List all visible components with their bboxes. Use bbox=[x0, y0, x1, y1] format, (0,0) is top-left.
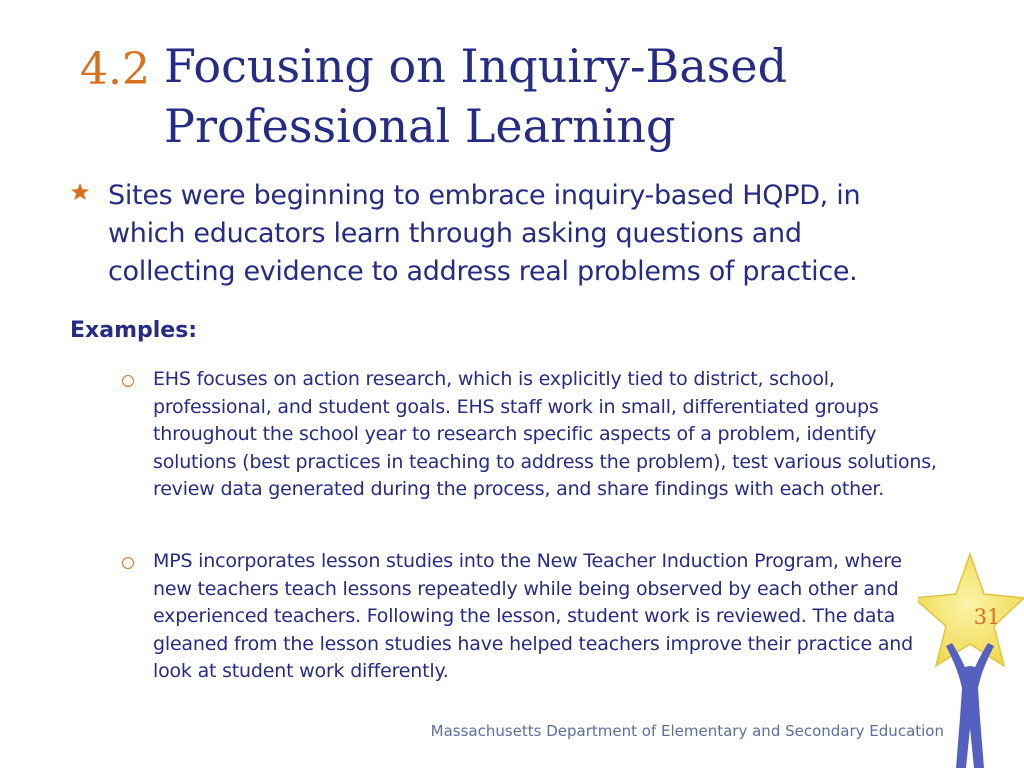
footer-text: Massachusetts Department of Elementary and Secondary Education bbox=[430, 722, 944, 740]
slide-title: Focusing on Inquiry-Based Professional Learning bbox=[164, 39, 788, 153]
star-bullet-icon bbox=[70, 182, 90, 202]
examples-heading: Examples: bbox=[70, 318, 198, 343]
section-number: 4.2 bbox=[80, 44, 150, 95]
star-mascot-icon bbox=[918, 548, 1024, 768]
example-item-ehs: EHS focuses on action research, which is explicitly tied to district, school, professional, and student goals. EHS staff work in small, differentiated groups throughout the school year to research specific aspects of a problem, identify solutions (best practices in teaching to address the problem), test various solutions, review data generated during the process, and share findings with each other. bbox=[153, 368, 937, 500]
main-bullet-text: Sites were beginning to embrace inquiry-based HQPD, in which educators learn through asking questions and collecting evidence to address real problems of practice. bbox=[108, 180, 861, 287]
circle-bullet-icon bbox=[122, 375, 134, 387]
example-item-mps: MPS incorporates lesson studies into the New Teacher Induction Program, where new teachers teach lessons repeatedly while being observed by each other and experienced teachers. Following the lesson, student work is reviewed. The data gleaned from the lesson studies have helped teachers improve their practice and look at student work differently. bbox=[153, 550, 913, 682]
page-number: 31 bbox=[973, 605, 1001, 629]
circle-bullet-icon bbox=[122, 557, 134, 569]
